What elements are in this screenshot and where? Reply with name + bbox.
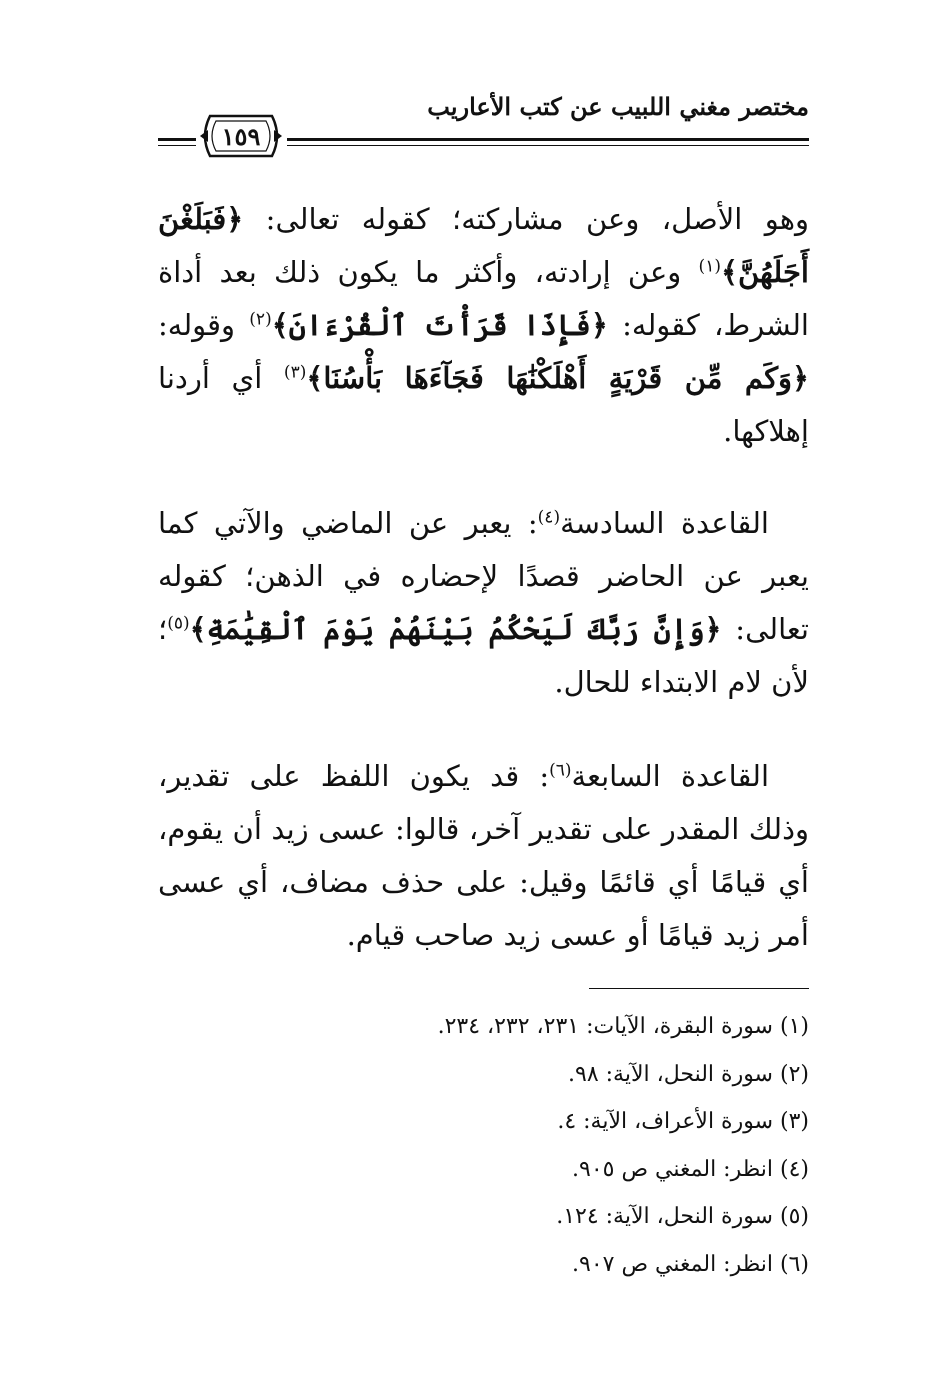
page-number: ١٥٩ xyxy=(221,122,261,151)
rule-6-heading: القاعدة السادسة xyxy=(560,506,769,540)
rule-7-heading: القاعدة السابعة xyxy=(571,759,770,793)
running-header-title: مختصر مغني اللبيب عن كتب الأعاريب xyxy=(427,92,809,121)
header-rule-left-thick xyxy=(158,138,196,141)
footnote-separator xyxy=(589,988,809,989)
footnote-ref-5[interactable]: (٥) xyxy=(167,613,190,634)
footnote-ref-2[interactable]: (٢) xyxy=(249,309,272,330)
footnote-item: (٥) سورة النحل، الآية: ١٢٤. xyxy=(556,1204,809,1230)
p3-text-2: : قد يكون اللفظ على تقدير، وذلك المقدر على تقدير آخر، قالوا: عسى زيد أن يقوم، أي قيامًا أي قائمًا وقيل: على حذف مضاف، أي عسى أمر زيد قيامًا أو عسى زيد صاحب قيام. xyxy=(158,759,809,952)
header-rule-thick xyxy=(287,138,809,141)
footnote-item: (٣) سورة الأعراف، الآية: ٤. xyxy=(557,1109,809,1135)
header-rule-thin xyxy=(287,145,809,146)
footnotes xyxy=(300,1003,809,1289)
footnote-item: (٢) سورة النحل، الآية: ٩٨. xyxy=(568,1061,809,1087)
page-number-ornament xyxy=(196,112,286,160)
header-rule-left-thin xyxy=(158,145,196,146)
quran-quote-3: ﴿وَكَم مِّن قَرْيَةٍ أَهْلَكْنَٰهَا فَجَآءَهَا بَأْسُنَا﴾ xyxy=(306,361,809,395)
footnote-ref-3[interactable]: (٣) xyxy=(283,362,307,383)
p2-text-2: : يعبر عن الماضي والآتي كما يعبر عن الحاضر قصدًا لإحضاره في الذهن؛ كقوله تعالى: xyxy=(158,506,809,646)
p1-text-2: وعن إرادته، وأكثر ما يكون ذلك بعد أداة الشرط، كقوله: xyxy=(158,255,809,342)
footnote-ref-1[interactable]: (١) xyxy=(698,256,721,277)
footnote-item: (٦) انظر: المغني ص ٩٠٧. xyxy=(572,1251,809,1277)
p1-text-4: أي أردنا إهلاكها. xyxy=(158,361,809,448)
body-paragraph-1 xyxy=(158,193,809,458)
quran-quote-4: ﴿وَإِنَّ رَبَّكَ لَيَحْكُمُ بَيْنَهُمْ يَوْمَ ٱلْقِيَٰمَةِ﴾ xyxy=(189,612,722,646)
quran-quote-2: ﴿فَإِذَا قَرَأْتَ ٱلْقُرْءَانَ﴾ xyxy=(271,308,608,342)
footnote-ref-6[interactable]: (٦) xyxy=(549,760,572,781)
p1-text-3: وقوله: xyxy=(158,308,250,342)
footnote-item: (٤) انظر: المغني ص ٩٠٥. xyxy=(572,1156,809,1182)
footnote-item: (١) سورة البقرة، الآيات: ٢٣١، ٢٣٢، ٢٣٤. xyxy=(437,1014,809,1039)
footnote-ref-4[interactable]: (٤) xyxy=(537,507,561,528)
quran-quote-1: ﴿فَبَلَغْنَ أَجَلَهُنَّ﴾ xyxy=(158,202,809,289)
body-paragraph-3 xyxy=(158,750,809,962)
body-paragraph-2 xyxy=(158,497,809,709)
p2-text-3: ؛ لأن لام الابتداء للحال. xyxy=(158,612,809,699)
p1-text-1: وهو الأصل، وعن مشاركته؛ كقوله تعالى: xyxy=(243,202,809,236)
